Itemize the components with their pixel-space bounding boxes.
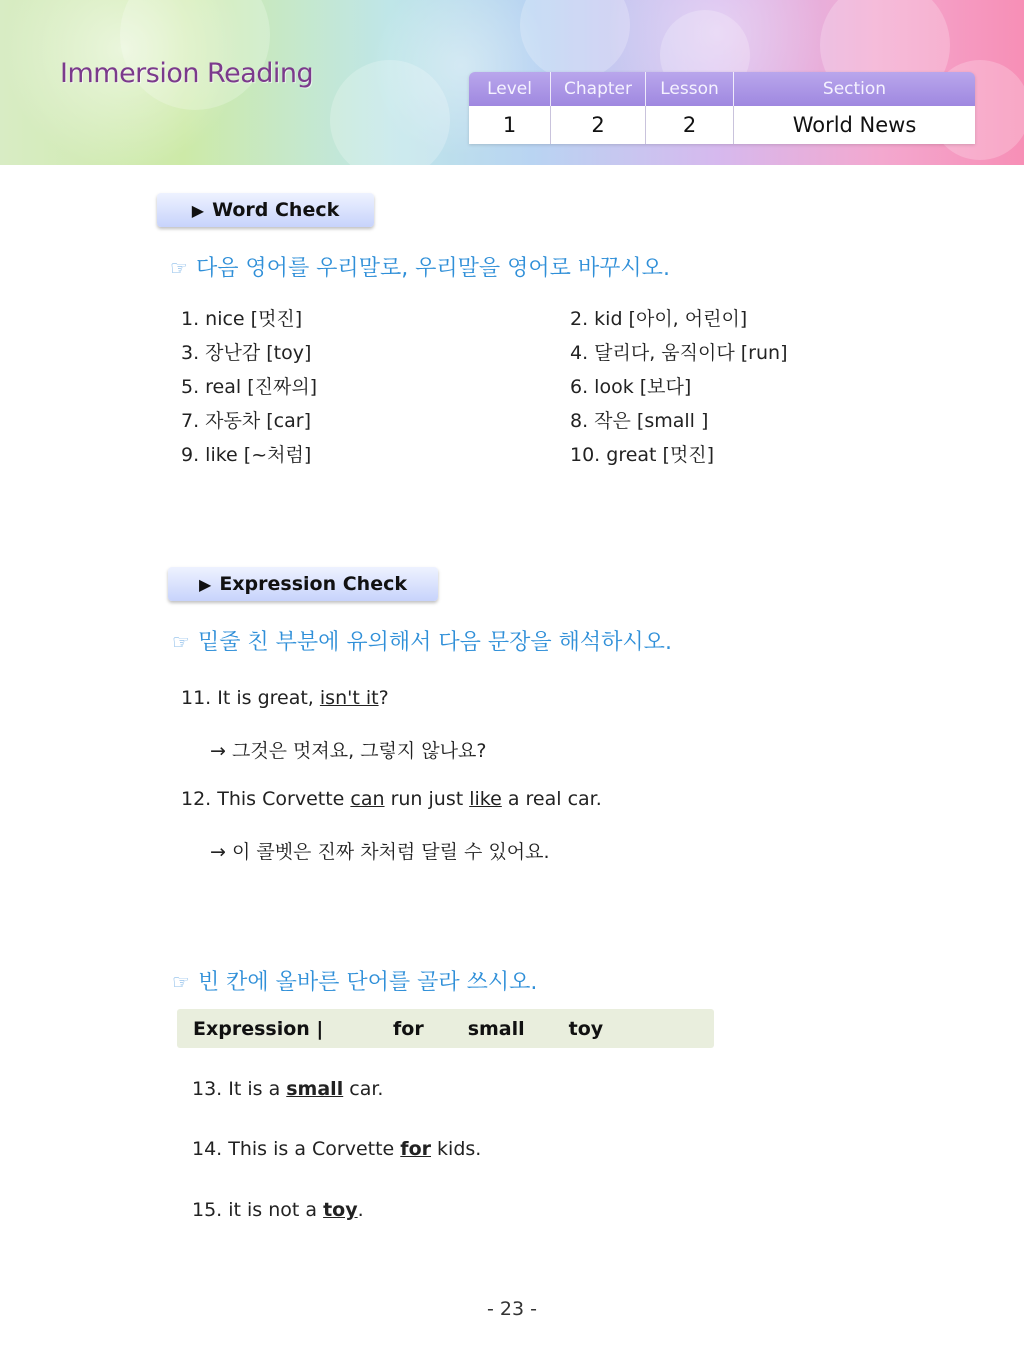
underlined-phrase: isn't it [319, 687, 379, 709]
underlined-word: like [469, 788, 502, 810]
fill-blank-instruction-text: 빈 칸에 올바른 단어를 골라 쓰시오. [197, 970, 538, 995]
word-item: 10. great [멋진] [570, 444, 715, 466]
expression-check-instruction [172, 625, 672, 656]
underlined-word: can [350, 788, 385, 810]
expression-check-instruction-text: 밑줄 친 부분에 유의해서 다음 문장을 해석하시오. [197, 630, 672, 655]
word-bank-item: for [393, 1017, 424, 1040]
pointing-hand-icon: ☞ [170, 256, 188, 280]
chapter-value: 2 [550, 106, 645, 144]
question-11: 11. It is great, isn't it? [181, 687, 389, 709]
lesson-info-table [469, 72, 975, 144]
word-item: 2. kid [아이, 어린이] [570, 308, 748, 330]
word-item: 7. 자동차 [car] [181, 410, 311, 432]
lesson-info-value-row [469, 106, 975, 144]
answer-word: small [286, 1078, 344, 1100]
word-item: 5. real [진짜의] [181, 376, 318, 398]
level-value: 1 [502, 113, 517, 137]
word-item: 6. look [보다] [570, 376, 692, 398]
word-check-instruction-text: 다음 영어를 우리말로, 우리말을 영어로 바꾸시오. [195, 256, 670, 281]
answer-word: for [400, 1138, 431, 1160]
section-header: Section [733, 72, 975, 106]
word-item: 1. nice [멋진] [181, 308, 303, 330]
word-item: 3. 장난감 [toy] [181, 342, 312, 364]
play-triangle-icon: ▶ [191, 200, 205, 220]
answer-word: toy [323, 1199, 358, 1221]
chapter-header: Chapter [550, 72, 645, 106]
play-triangle-icon: ▶ [199, 574, 212, 594]
page-number: - 23 - [487, 1298, 537, 1320]
word-item: 8. 작은 [small ] [570, 410, 709, 432]
lesson-header: Lesson [645, 72, 733, 106]
word-check-instruction [170, 251, 670, 282]
expression-word-bank [177, 1009, 714, 1048]
section-value: World News [733, 106, 975, 144]
word-check-button [157, 193, 374, 227]
word-check-label: Word Check [212, 199, 340, 221]
pointing-hand-icon: ☞ [172, 630, 190, 654]
answer-12: → 이 콜벳은 진짜 차처럼 달릴 수 있어요. [210, 841, 550, 863]
lesson-value: 2 [645, 106, 733, 144]
lesson-info-header-row [469, 72, 975, 106]
word-bank-item: small [467, 1017, 525, 1040]
question-14: 14. This is a Corvette for kids. [192, 1138, 482, 1160]
word-bank-item: toy [568, 1017, 604, 1040]
word-item: 9. like [~처럼] [181, 444, 312, 466]
question-13: 13. It is a small car. [192, 1078, 384, 1100]
level-header: Level [487, 79, 532, 99]
answer-11: → 그것은 멋져요, 그렇지 않나요? [210, 740, 487, 762]
expression-check-label: Expression Check [219, 573, 407, 595]
fill-blank-instruction [172, 965, 537, 996]
app-title: Immersion Reading [60, 58, 314, 89]
question-12: 12. This Corvette can run just like a real car. [181, 788, 602, 810]
expression-label: Expression | [193, 1017, 324, 1040]
expression-check-button [168, 567, 438, 601]
question-15: 15. it is not a toy. [192, 1199, 364, 1221]
word-item: 4. 달리다, 움직이다 [run] [570, 342, 788, 364]
header-banner [0, 0, 1024, 165]
pointing-hand-icon: ☞ [172, 970, 190, 994]
